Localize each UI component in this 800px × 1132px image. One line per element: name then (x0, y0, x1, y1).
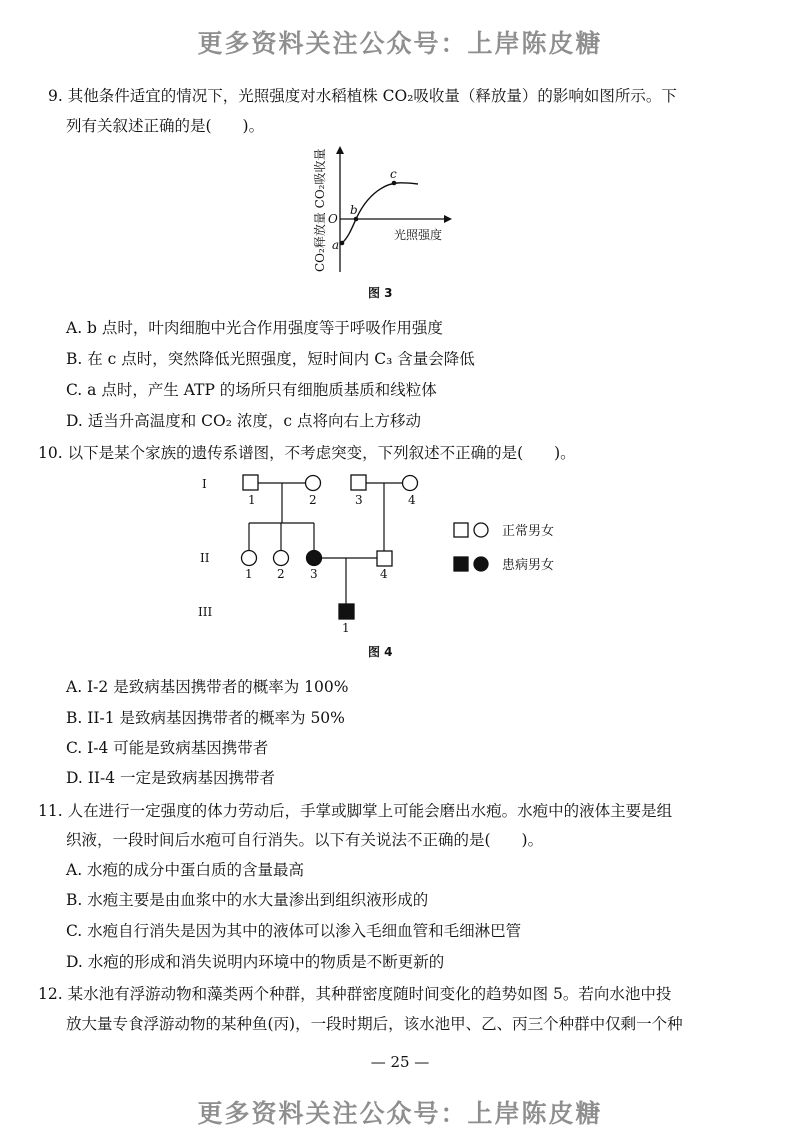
legend-normal-male (454, 523, 468, 537)
point-c (392, 181, 397, 186)
I-4-id: 4 (408, 493, 416, 507)
q9-stem-line2: 列有关叙述正确的是( )。 (66, 117, 265, 135)
point-a (340, 241, 345, 246)
q9-light-response-graph (300, 140, 460, 280)
III-1-male-affected (339, 604, 354, 619)
q9-option-a: A. b 点时，叶肉细胞中光合作用强度等于呼吸作用强度 (66, 319, 443, 337)
q9-option-c: C. a 点时，产生 ATP 的场所只有细胞质基质和线粒体 (66, 381, 437, 399)
q11-option-d: D. 水疱的形成和消失说明内环境中的物质是不断更新的 (66, 953, 445, 971)
q9-figure-caption: 图 3 (368, 286, 393, 300)
I-1-male-normal (243, 475, 258, 490)
q10-stem-line1: 10. 以下是某个家族的遗传系谱图，不考虑突变，下列叙述不正确的是( )。 (38, 444, 576, 462)
q11-option-c: C. 水疱自行消失是因为其中的液体可以渗入毛细血管和毛细淋巴管 (66, 922, 522, 940)
q11-stem-line1: 11. 人在进行一定强度的体力劳动后，手掌或脚掌上可能会磨出水疱。水疱中的液体主要是组 (38, 802, 673, 820)
label-b: b (350, 203, 358, 217)
II-4-id: 4 (380, 567, 388, 581)
watermark-bottom: 更多资料关注公众号：上岸陈皮糖 (197, 1099, 603, 1128)
gen-label-III: III (198, 605, 213, 619)
q11-stem-line2: 织液，一段时间后水疱可自行消失。以下有关说法不正确的是( )。 (66, 831, 544, 849)
II-4-male-normal (377, 551, 392, 566)
II-3-female-affected (307, 551, 322, 566)
q9-stem-line1: 9. 其他条件适宜的情况下，光照强度对水稻植株 CO₂吸收量（释放量）的影响如图所示。下 (48, 87, 677, 105)
legend-normal-label: 正常男女 (502, 524, 555, 539)
q10-option-b: B. II-1 是致病基因携带者的概率为 50% (66, 709, 345, 727)
y-axis-label: CO₂释放量 CO₂吸收量 (313, 148, 327, 272)
III-1-id: 1 (342, 621, 350, 635)
legend-affected-female (474, 557, 488, 571)
q11-option-a: A. 水疱的成分中蛋白质的含量最高 (66, 861, 305, 879)
II-3-id: 3 (310, 567, 318, 581)
label-c: c (390, 167, 397, 181)
q10-figure-caption: 图 4 (368, 645, 393, 659)
label-a: a (332, 238, 340, 252)
gen-label-II: II (200, 551, 210, 565)
q10-option-c: C. I-4 可能是致病基因携带者 (66, 739, 269, 757)
I-3-id: 3 (355, 493, 363, 507)
II-1-female-normal (242, 551, 257, 566)
q12-stem-line2: 放大量专食浮游动物的某种鱼(丙)，一段时期后，该水池甲、乙、丙三个种群中仅剩一个种 (66, 1015, 683, 1033)
I-3-male-normal (351, 475, 366, 490)
x-axis-label: 光照强度 (394, 228, 443, 242)
page-number: — 25 — (370, 1053, 430, 1071)
II-2-id: 2 (277, 567, 285, 581)
q11-option-b: B. 水疱主要是由血浆中的水大量渗出到组织液形成的 (66, 891, 429, 909)
x-axis-arrow (444, 215, 452, 223)
origin-label: O (328, 212, 338, 226)
q9-option-d: D. 适当升高温度和 CO₂ 浓度，c 点将向右上方移动 (66, 412, 421, 430)
II-1-id: 1 (245, 567, 253, 581)
legend-normal-female (474, 523, 488, 537)
II-2-female-normal (274, 551, 289, 566)
I-2-female-normal (306, 476, 321, 491)
q10-pedigree-chart (190, 466, 590, 636)
I-2-id: 2 (309, 493, 317, 507)
I-1-id: 1 (248, 493, 256, 507)
point-b (354, 217, 359, 222)
q10-option-d: D. II-4 一定是致病基因携带者 (66, 769, 276, 787)
watermark-top: 更多资料关注公众号：上岸陈皮糖 (197, 29, 603, 58)
q9-option-b: B. 在 c 点时，突然降低光照强度，短时间内 C₃ 含量会降低 (66, 350, 475, 368)
y-axis-arrow (336, 146, 344, 154)
gen-label-I: I (202, 477, 207, 491)
q12-stem-line1: 12. 某水池有浮游动物和藻类两个种群，其种群密度随时间变化的趋势如图 5。若向水池中投 (38, 985, 672, 1003)
legend-affected-label: 患病男女 (502, 558, 555, 573)
q10-option-a: A. I-2 是致病基因携带者的概率为 100% (66, 678, 349, 696)
I-4-female-normal (403, 476, 418, 491)
legend-affected-male (454, 557, 468, 571)
